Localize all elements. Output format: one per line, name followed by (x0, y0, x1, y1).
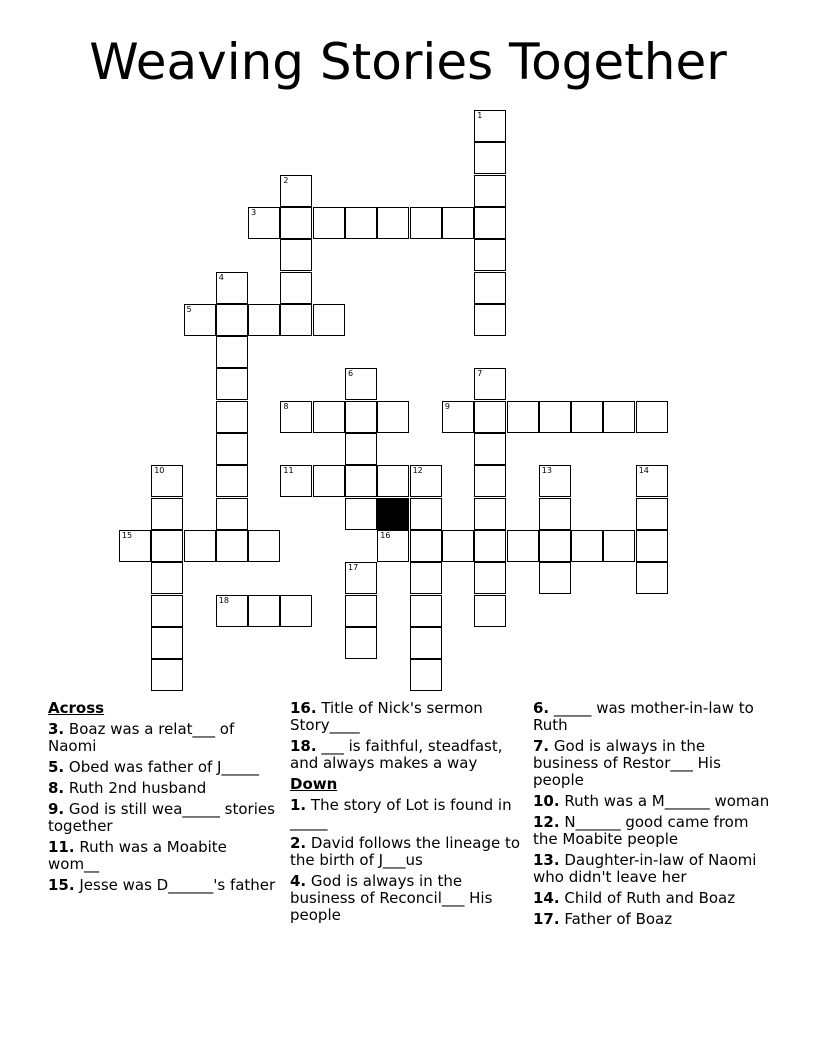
clue-text: The story of Lot is found in _____ (290, 796, 512, 831)
clue-number: 2. (290, 834, 307, 852)
crossword-cell[interactable] (216, 336, 248, 368)
clue-number: 15. (48, 876, 75, 894)
crossword-cell[interactable] (216, 530, 248, 562)
clue-text: Father of Boaz (564, 910, 673, 928)
crossword-cell[interactable] (410, 465, 442, 497)
crossword-cell[interactable] (119, 530, 151, 562)
crossword-cell[interactable] (474, 110, 506, 142)
crossword-cell[interactable] (248, 595, 280, 627)
clue-text: David follows the lineage to the birth of J___us (290, 834, 521, 869)
crossword-cell[interactable] (151, 595, 183, 627)
clue-number: 1. (290, 796, 307, 814)
clue-number: 5 (186, 304, 192, 314)
clue-number: 17 (348, 563, 359, 573)
clue-text: Title of Nick's sermon Story____ (290, 699, 483, 734)
crossword-cell[interactable] (151, 562, 183, 594)
crossword-cell[interactable] (280, 465, 312, 497)
crossword-cell[interactable] (539, 401, 571, 433)
crossword-cell[interactable] (345, 498, 377, 530)
crossword-cell[interactable] (603, 530, 635, 562)
clue-number: 17. (533, 910, 560, 928)
crossword-cell[interactable] (280, 239, 312, 271)
crossword-cell[interactable] (474, 530, 506, 562)
crossword-cell[interactable] (184, 304, 216, 336)
crossword-cell[interactable] (345, 562, 377, 594)
crossword-cell[interactable] (474, 272, 506, 304)
clue (290, 797, 525, 831)
crossword-cell[interactable] (345, 368, 377, 400)
crossword-cell[interactable] (345, 627, 377, 659)
clue-number: 8. (48, 779, 65, 797)
clue-number: 1 (477, 111, 483, 120)
clue (48, 877, 278, 894)
crossword-cell[interactable] (280, 272, 312, 304)
crossword-cell[interactable] (151, 627, 183, 659)
crossword-cell[interactable] (474, 433, 506, 465)
clue (533, 738, 773, 789)
clue-number: 18 (218, 595, 229, 605)
clue-number: 8 (283, 401, 289, 411)
crossword-cell[interactable] (216, 368, 248, 400)
crossword-cell[interactable] (474, 498, 506, 530)
crossword-cell[interactable] (474, 239, 506, 271)
clue-text: God is always in the business of Restor___ His people (533, 737, 721, 789)
crossword-cell[interactable] (539, 562, 571, 594)
clue-number: 3. (48, 720, 65, 738)
clue (533, 852, 773, 886)
clue-text: ___ is faithful, steadfast, and always makes a way (290, 737, 503, 772)
clue-number: 11. (48, 838, 75, 856)
clue-number: 12. (533, 813, 560, 831)
clue-text: Daughter-in-law of Naomi who didn't leave her (533, 851, 757, 886)
clue-number: 7. (533, 737, 550, 755)
clue-text: Child of Ruth and Boaz (564, 889, 736, 907)
crossword-cell[interactable] (313, 207, 345, 239)
clue (290, 835, 525, 869)
crossword-cell[interactable] (474, 175, 506, 207)
crossword-cell[interactable] (216, 433, 248, 465)
crossword-cell[interactable] (571, 401, 603, 433)
page-title: Weaving Stories Together (89, 33, 727, 91)
clue-number: 12 (412, 466, 423, 476)
crossword-cell[interactable] (474, 207, 506, 239)
crossword-cell[interactable] (474, 368, 506, 400)
crossword-cell[interactable] (410, 659, 442, 691)
clue-number: 4 (218, 272, 224, 282)
crossword-cell[interactable] (345, 595, 377, 627)
clue (290, 873, 525, 924)
crossword-cell[interactable] (151, 465, 183, 497)
crossword-cell[interactable] (377, 465, 409, 497)
clue-number: 13 (541, 466, 552, 476)
crossword-cell[interactable] (410, 498, 442, 530)
clue-text: N______ good came from the Moabite people (533, 813, 749, 848)
crossword-cell[interactable] (184, 530, 216, 562)
clue (290, 738, 525, 772)
clue-number: 5. (48, 758, 65, 776)
crossword-cell[interactable] (151, 498, 183, 530)
crossword-cell[interactable] (442, 530, 474, 562)
crossword-cell[interactable] (571, 530, 603, 562)
clue-number: 9. (48, 800, 65, 818)
crossword-cell[interactable] (280, 595, 312, 627)
crossword-cell[interactable] (474, 142, 506, 174)
crossword-cell[interactable] (507, 401, 539, 433)
crossword-cell[interactable] (216, 401, 248, 433)
crossword-cell[interactable] (410, 562, 442, 594)
crossword-block (377, 498, 409, 530)
section-heading: Across (48, 699, 105, 717)
crossword-cell[interactable] (539, 498, 571, 530)
crossword-cell[interactable] (410, 627, 442, 659)
section-heading: Down (290, 775, 338, 793)
clue-text: Ruth was a M______ woman (564, 792, 770, 810)
crossword-cell[interactable] (507, 530, 539, 562)
clue (533, 700, 773, 734)
crossword-cell[interactable] (603, 401, 635, 433)
clue-column-1 (48, 700, 278, 898)
clue-number: 6 (348, 369, 354, 379)
clue (533, 911, 773, 928)
clue (533, 793, 773, 810)
crossword-cell[interactable] (410, 595, 442, 627)
clue (290, 700, 525, 734)
crossword-cell[interactable] (474, 465, 506, 497)
crossword-cell[interactable] (151, 659, 183, 691)
clue-number: 4. (290, 872, 307, 890)
crossword-cell[interactable] (248, 207, 280, 239)
crossword-cell[interactable] (345, 401, 377, 433)
clue-number: 13. (533, 851, 560, 869)
crossword-cell[interactable] (313, 304, 345, 336)
clue-column-3 (533, 700, 773, 932)
crossword-cell[interactable] (636, 562, 668, 594)
clue-number: 16. (290, 699, 317, 717)
clue-text: Obed was father of J_____ (68, 758, 259, 776)
crossword-cell[interactable] (151, 530, 183, 562)
clue-number: 11 (283, 466, 294, 476)
clue-number: 6. (533, 699, 550, 717)
clue-number: 3 (251, 207, 257, 217)
crossword-cell[interactable] (345, 465, 377, 497)
crossword-cell[interactable] (410, 530, 442, 562)
crossword-cell[interactable] (410, 207, 442, 239)
crossword-cell[interactable] (280, 401, 312, 433)
clue-number: 14 (638, 466, 649, 476)
crossword-cell[interactable] (377, 207, 409, 239)
clue-number: 15 (121, 530, 133, 540)
crossword-cell[interactable] (313, 401, 345, 433)
crossword-cell[interactable] (345, 207, 377, 239)
clue-number: 9 (444, 401, 450, 411)
crossword-cell[interactable] (474, 595, 506, 627)
crossword-cell[interactable] (636, 401, 668, 433)
crossword-cell[interactable] (636, 465, 668, 497)
crossword-cell[interactable] (377, 530, 409, 562)
clue-text: God is always in the business of Reconcil___ His people (290, 872, 493, 924)
crossword-cell[interactable] (442, 401, 474, 433)
clue (533, 814, 773, 848)
clue-text: Jesse was D______'s father (79, 876, 276, 894)
crossword-cell[interactable] (216, 595, 248, 627)
crossword-cell[interactable] (474, 401, 506, 433)
crossword-cell[interactable] (539, 465, 571, 497)
clue (48, 721, 278, 755)
crossword-cell[interactable] (345, 433, 377, 465)
clue (48, 759, 278, 776)
clue-column-2 (290, 700, 525, 928)
clue-text: Ruth was a Moabite wom__ (48, 838, 227, 873)
clue (48, 780, 278, 797)
crossword-cell[interactable] (280, 207, 312, 239)
clue-text: God is still wea_____ stories together (48, 800, 275, 835)
clue (533, 890, 773, 907)
crossword-cell[interactable] (216, 498, 248, 530)
crossword-cell[interactable] (280, 304, 312, 336)
crossword-cell[interactable] (216, 465, 248, 497)
clue-number: 16 (380, 530, 391, 540)
clue-number: 2 (283, 175, 289, 185)
clue (48, 801, 278, 835)
crossword-cell[interactable] (474, 562, 506, 594)
clue-number: 7 (477, 369, 483, 379)
crossword-cell[interactable] (216, 272, 248, 304)
crossword-cell[interactable] (636, 530, 668, 562)
clue-number: 18. (290, 737, 317, 755)
clue (48, 839, 278, 873)
crossword-cell[interactable] (216, 304, 248, 336)
crossword-cell[interactable] (474, 304, 506, 336)
crossword-cell[interactable] (442, 207, 474, 239)
crossword-cell[interactable] (248, 304, 280, 336)
crossword-cell[interactable] (377, 401, 409, 433)
clue-text: Boaz was a relat___ of Naomi (48, 720, 235, 755)
clue-number: 14. (533, 889, 560, 907)
crossword-cell[interactable] (280, 175, 312, 207)
crossword-cell[interactable] (539, 530, 571, 562)
crossword-cell[interactable] (636, 498, 668, 530)
crossword-cell[interactable] (313, 465, 345, 497)
clue-text: Ruth 2nd husband (68, 779, 207, 797)
crossword-cell[interactable] (248, 530, 280, 562)
clue-number: 10 (154, 466, 165, 476)
clue-text: _____ was mother-in-law to Ruth (533, 699, 754, 734)
clue-number: 10. (533, 792, 560, 810)
